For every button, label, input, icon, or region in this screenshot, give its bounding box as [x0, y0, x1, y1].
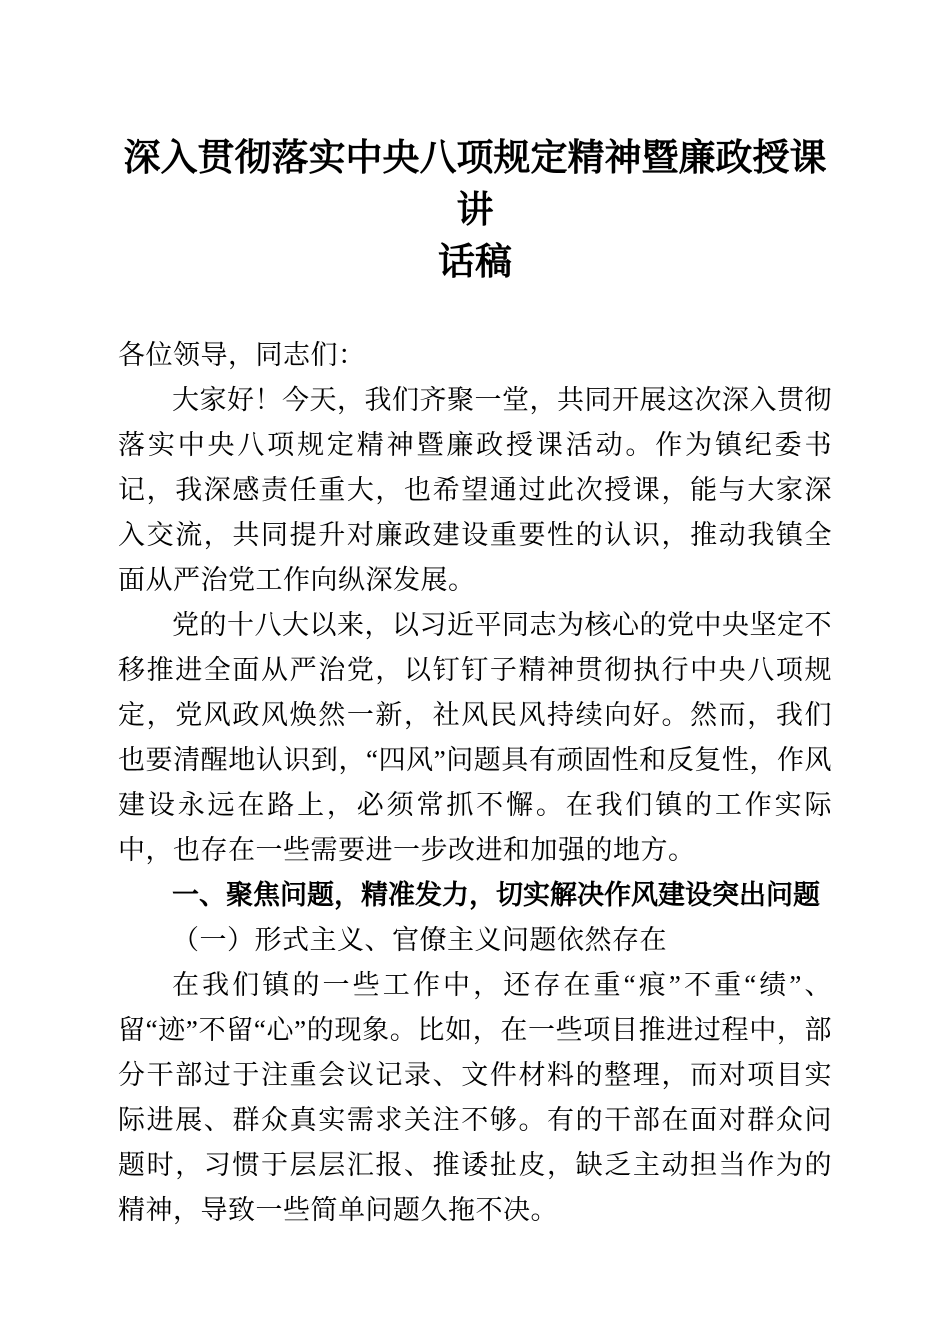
- body-paragraph-3: 在我们镇的一些工作中，还存在重“痕”不重“绩”、留“迹”不留“心”的现象。比如，在一些项目推进过程中，部分干部过于注重会议记录、文件材料的整理，而对项目实际进展、群众真实需求关注不够。有的干部在面对群众问题时，习惯于层层汇报、推诿扯皮，缺乏主动担当作为的精神，导致一些简单问题久拖不决。: [118, 970, 832, 1225]
- salutation: 各位领导，同志们：: [118, 340, 366, 370]
- document-body: [118, 333, 832, 1233]
- document-title: [118, 133, 832, 289]
- sub-heading-1-1: （一）形式主义、官僚主义问题依然存在: [172, 925, 667, 955]
- body-paragraph-1: 大家好！今天，我们齐聚一堂，共同开展这次深入贯彻落实中央八项规定精神暨廉政授课活动。作为镇纪委书记，我深感责任重大，也希望通过此次授课，能与大家深入交流，共同提升对廉政建设重要性的认识，推动我镇全面从严治党工作向纵深发展。: [118, 385, 832, 595]
- section-heading-1: 一、聚焦问题，精准发力，切实解决作风建设突出问题: [172, 880, 820, 910]
- document-title-line-2: 话稿: [438, 242, 512, 283]
- document-title-line-1: 深入贯彻落实中央八项规定精神暨廉政授课讲: [123, 138, 827, 231]
- body-paragraph-2: 党的十八大以来，以习近平同志为核心的党中央坚定不移推进全面从严治党，以钉钉子精神贯彻执行中央八项规定，党风政风焕然一新，社风民风持续向好。然而，我们也要清醒地认识到，“四风”问题具有顽固性和反复性，作风建设永远在路上，必须常抓不懈。在我们镇的工作实际中，也存在一些需要进一步改进和加强的地方。: [118, 610, 832, 865]
